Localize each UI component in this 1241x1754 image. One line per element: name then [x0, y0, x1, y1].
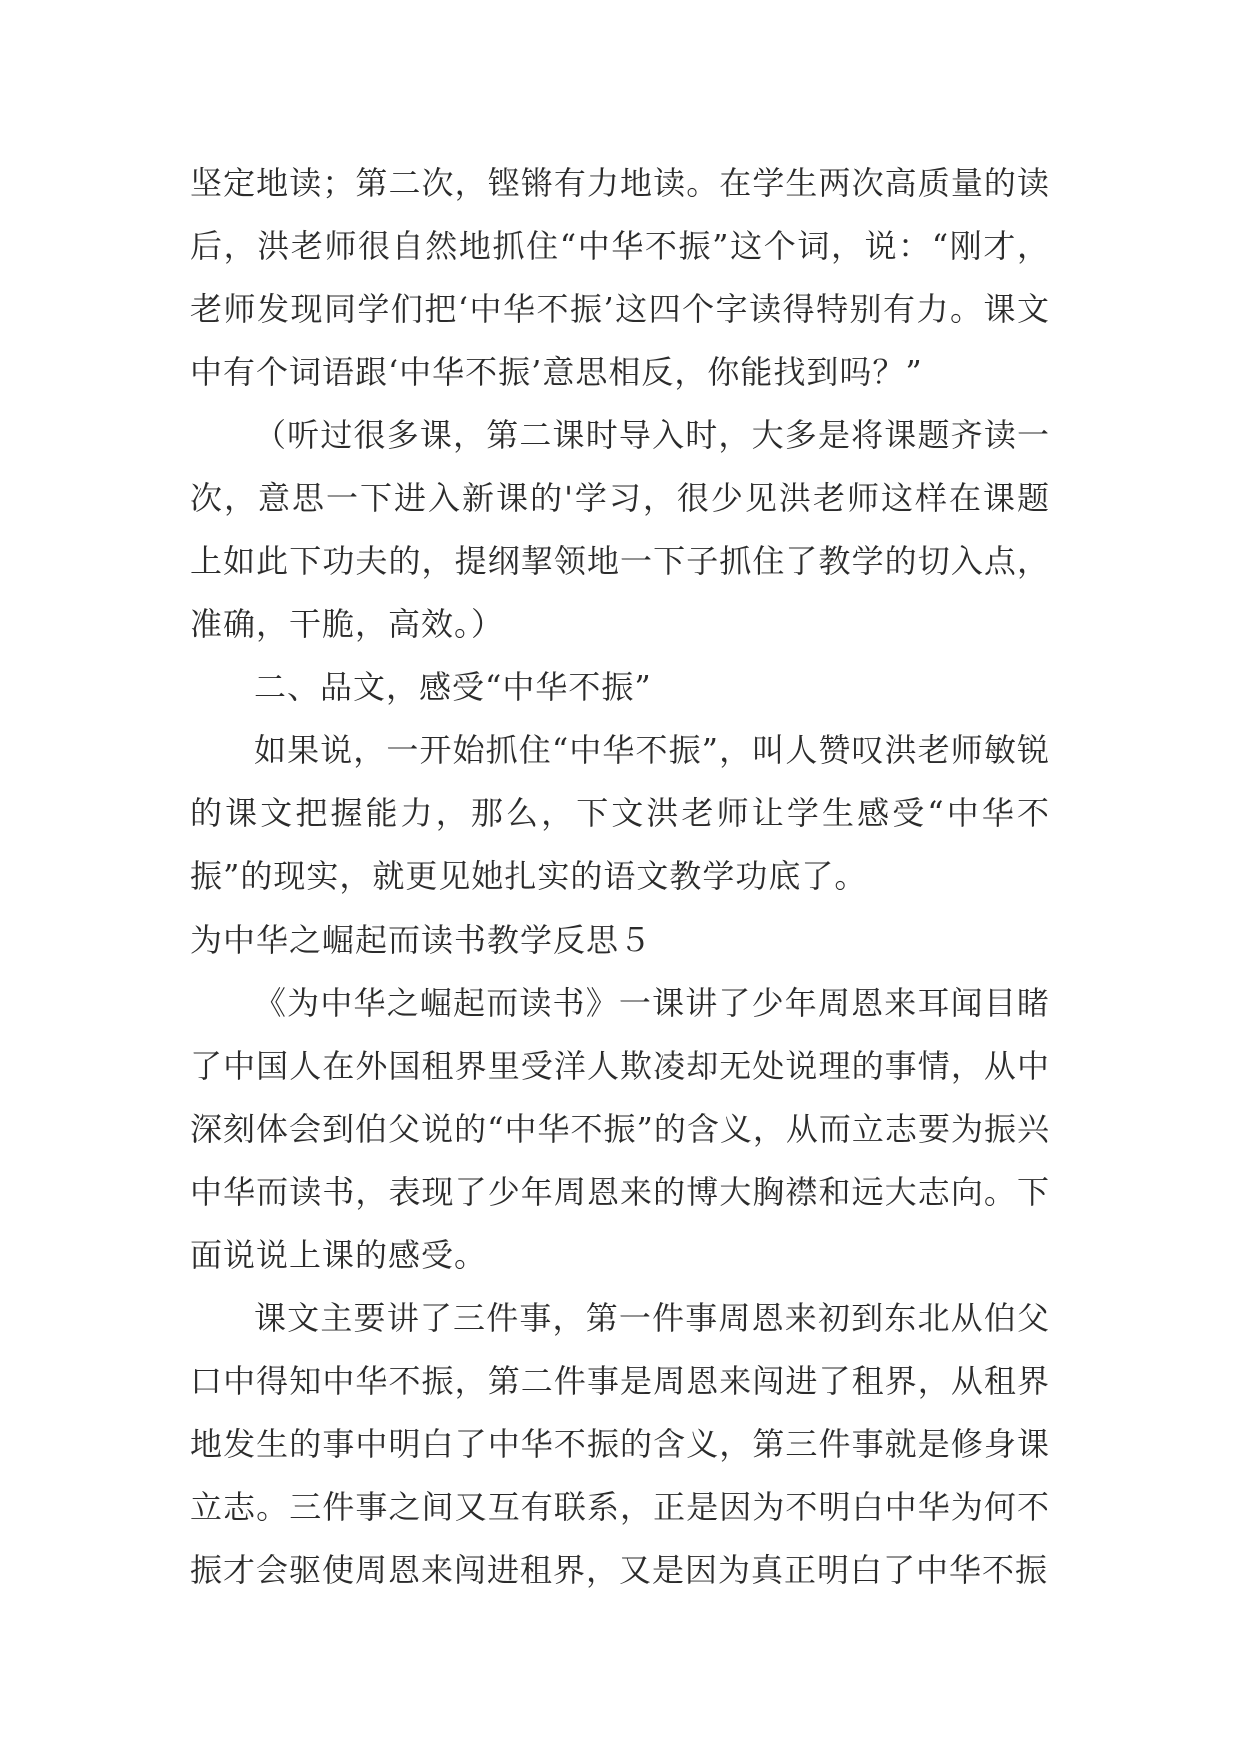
document-title: 为中华之崛起而读书教学反思５ [190, 921, 653, 959]
text-section-1 [190, 152, 1050, 908]
paragraph: 坚定地读；第二次，铿锵有力地读。在学生两次高质量的读后，洪老师很自然地抓住“中华不振”这个词，说：“刚才，老师发现同学们把‘中华不振’这四个字读得特别有力。课文中有个词语跟‘中华不振’意思相反，你能找到吗？” [190, 164, 1050, 391]
text-section-2 [190, 909, 1050, 1602]
section-heading: 二、品文，感受“中华不振” [254, 668, 652, 706]
paragraph: 课文主要讲了三件事，第一件事周恩来初到东北从伯父口中得知中华不振，第二件事是周恩来闯进了租界，从租界地发生的事中明白了中华不振的含义，第三件事就是修身课立志。三件事之间又互有联系，正是因为不明白中华为何不振才会驱使周恩来闯进租界，又是因为真正明白了中华不振 [190, 1299, 1050, 1589]
paragraph: 《为中华之崛起而读书》一课讲了少年周恩来耳闻目睹了中国人在外国租界里受洋人欺凌却无处说理的事情，从中深刻体会到伯父说的“中华不振”的含义，从而立志要为振兴中华而读书，表现了少年周恩来的博大胸襟和远大志向。下面说说上课的感受。 [190, 984, 1050, 1274]
paragraph: （听过很多课，第二课时导入时，大多是将课题齐读一次，意思一下进入新课的'学习，很少见洪老师这样在课题上如此下功夫的，提纲挈领地一下子抓住了教学的切入点，准确，干脆，高效。） [190, 416, 1050, 643]
paragraph: 如果说，一开始抓住“中华不振”，叫人赞叹洪老师敏锐的课文把握能力，那么，下文洪老师让学生感受“中华不振”的现实，就更见她扎实的语文教学功底了。 [190, 731, 1050, 895]
